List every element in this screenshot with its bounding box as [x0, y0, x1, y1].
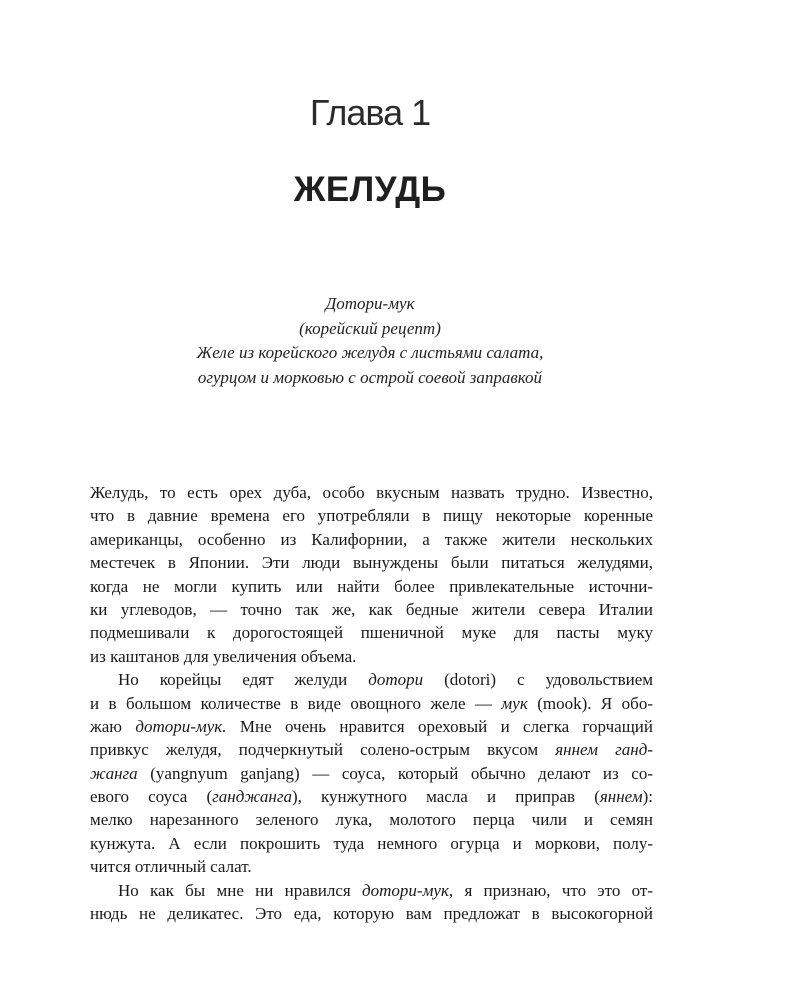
emphasis: дотори-мук — [362, 880, 449, 900]
epigraph-line: Желе из корейского желудя с листьями салата, — [196, 343, 544, 362]
text-run: (yangnyum ganjang) — соуса, который обычно делают из со- — [137, 763, 653, 783]
text-run: привкус желудя, подчеркнутый солено-острым вкусом — [90, 740, 556, 760]
text-run: Мне очень нравится ореховый и слегка горчащий — [226, 716, 653, 736]
text-line: что в давние времена его употребляли в пищу некоторые коренные — [90, 506, 653, 526]
text-line: кунжута. А если покрошить туда немного огурца и моркови, полу- — [90, 833, 653, 853]
text-line — [90, 668, 653, 691]
emphasis: дотори-мук. — [135, 716, 227, 736]
emphasis: жанга — [90, 763, 138, 783]
text-line: местечек в Японии. Эти люди вынуждены были питаться желудями, — [90, 553, 653, 573]
text-line — [90, 785, 653, 808]
text-line — [90, 738, 653, 761]
epigraph-line: Дотори-мук — [325, 294, 415, 313]
epigraph — [0, 292, 740, 390]
text-line: американцы, особенно из Калифорнии, а также жители нескольких — [90, 529, 653, 549]
text-line — [90, 879, 653, 902]
epigraph-line: огурцом и морковью с острой соевой заправкой — [197, 367, 543, 387]
text-line: чится отличный салат. — [90, 857, 252, 877]
text-line: мелко нарезанного зеленого лука, молотого перца чили и семян — [90, 810, 653, 830]
text-line — [90, 692, 653, 715]
text-run: ): — [642, 787, 654, 807]
text-run: , я признаю, что это от- — [448, 880, 653, 900]
emphasis: дотори — [368, 670, 424, 690]
text-line: подмешивали к дорогостоящей пшеничной муке для пасты муку — [90, 623, 653, 643]
text-line: нюдь не деликатес. Это еда, которую вам предложат в высокогорной — [90, 904, 653, 924]
epigraph-line: (корейский рецепт) — [299, 318, 441, 338]
text-run: Но корейцы едят желуди — [118, 670, 369, 690]
text-line: Желудь, то есть орех дуба, особо вкусным назвать трудно. Известно, — [90, 483, 653, 502]
emphasis: яннем ганд- — [555, 740, 653, 760]
emphasis: мук — [501, 693, 528, 713]
text-run: евого соуса ( — [90, 787, 213, 807]
text-line: ки углеводов, — точно так же, как бедные жители севера Италии — [90, 599, 653, 619]
emphasis: ганджанга — [212, 787, 292, 807]
text-run: (dotori) с удовольствием — [423, 670, 653, 690]
text-line: из каштанов для увеличения объема. — [90, 646, 357, 666]
text-line — [90, 715, 653, 738]
text-run: жаю — [90, 716, 136, 736]
text-run: Но как бы мне ни нравился — [118, 880, 363, 900]
text-run: и в большом количестве в виде овощного желе — — [90, 693, 502, 713]
text-run: (mook). Я обо- — [527, 693, 653, 713]
emphasis: яннем — [599, 787, 643, 807]
text-line — [90, 762, 653, 785]
text-line: когда не могли купить или найти более привлекательные источни- — [90, 576, 653, 596]
chapter-number: Глава 1 — [309, 92, 431, 133]
chapter-title: ЖЕЛУДЬ — [293, 170, 447, 209]
body-text — [90, 481, 653, 925]
text-run: ), кунжутного масла и приправ ( — [291, 787, 600, 807]
